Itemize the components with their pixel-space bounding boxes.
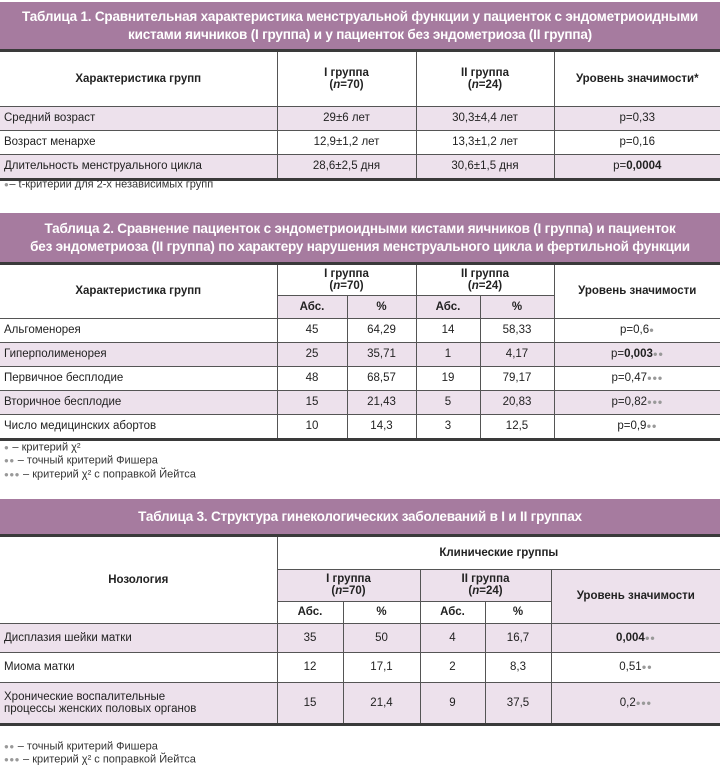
row-label: Число медицинских абортов [0, 414, 277, 439]
g2-abs: 5 [416, 390, 480, 414]
header-abs: Абс. [416, 295, 480, 318]
header-pct: % [343, 601, 420, 623]
g2-abs: 19 [416, 366, 480, 390]
header-pct: % [485, 601, 551, 623]
g2-pct: 8,3 [485, 652, 551, 682]
row-label: Миома матки [0, 652, 277, 682]
g2-abs: 9 [420, 682, 485, 724]
g1-pct: 35,71 [347, 342, 416, 366]
table3-header-clinical-groups: Клинические группы [277, 537, 720, 569]
table1 [0, 52, 720, 181]
g1-pct: 21,4 [343, 682, 420, 724]
group2-value: 13,3±1,2 лет [416, 130, 554, 154]
table3-header-nosology: Нозология [0, 537, 277, 623]
table2-header-significance: Уровень значимости [554, 265, 720, 318]
group1-value: 28,6±2,5 дня [277, 154, 416, 179]
table2-header-group1: I группа (n=70) [277, 265, 416, 295]
table-row [0, 366, 720, 390]
p-value: p=0,33 [554, 106, 720, 130]
g1-pct: 14,3 [347, 414, 416, 439]
table1-title-line2: кистами яичников (I группа) и у пациенток без эндометриоза (II группа) [128, 26, 592, 42]
p-value: p=0,82●●● [554, 390, 720, 414]
table2-title [0, 213, 720, 265]
g1-pct: 64,29 [347, 318, 416, 342]
p-value: p=0,9●● [554, 414, 720, 439]
g2-pct: 79,17 [480, 366, 554, 390]
table1-header-row [0, 52, 720, 106]
g2-pct: 20,83 [480, 390, 554, 414]
table1-header-group1: I группа (n=70) [277, 52, 416, 106]
p-value: 0,51●● [551, 652, 720, 682]
footnote: ●●● – критерий χ² с поправкой Йейтса [4, 468, 196, 481]
footnote: ●● – точный критерий Фишера [4, 454, 158, 467]
table2-header-characteristic: Характеристика групп [0, 265, 277, 318]
p-value: 0,2●●● [551, 682, 720, 724]
header-abs: Абс. [277, 295, 347, 318]
p-value: p=0,16 [554, 130, 720, 154]
header-pct: % [347, 295, 416, 318]
row-label: Длительность менструального цикла [0, 154, 277, 179]
table1-title-line1: Таблица 1. Сравнительная характеристика менструальной функции у пациенток с эндометриоидными [22, 8, 698, 24]
g2-pct: 4,17 [480, 342, 554, 366]
table-row [0, 342, 720, 366]
row-label: Вторичное бесплодие [0, 390, 277, 414]
table-row [0, 154, 720, 179]
table1-header-characteristic: Характеристика групп [0, 52, 277, 106]
g1-abs: 15 [277, 682, 343, 724]
table-row [0, 130, 720, 154]
table-row [0, 652, 720, 682]
table2-title-line2: без эндометриоза (II группа) по характеру нарушения менструального цикла и фертильной функции [30, 238, 690, 254]
table3-header-row [0, 537, 720, 569]
g2-abs: 14 [416, 318, 480, 342]
footnote: ●● – точный критерий Фишера [4, 740, 158, 753]
footnote: ●●● – критерий χ² с поправкой Йейтса [4, 753, 196, 766]
table-row [0, 390, 720, 414]
g1-abs: 10 [277, 414, 347, 439]
table1-header-group2: II группа (n=24) [416, 52, 554, 106]
group1-value: 12,9±1,2 лет [277, 130, 416, 154]
g2-abs: 2 [420, 652, 485, 682]
row-label: Первичное бесплодие [0, 366, 277, 390]
g2-pct: 12,5 [480, 414, 554, 439]
table2-header-group2: II группа (n=24) [416, 265, 554, 295]
table-row [0, 318, 720, 342]
g1-abs: 35 [277, 623, 343, 652]
g2-pct: 58,33 [480, 318, 554, 342]
row-label: Дисплазия шейки матки [0, 623, 277, 652]
g1-abs: 45 [277, 318, 347, 342]
table3-header-group2: II группа (n=24) [420, 569, 551, 601]
table-row [0, 106, 720, 130]
g2-abs: 1 [416, 342, 480, 366]
table2-footnotes [4, 441, 196, 481]
table2 [0, 265, 720, 441]
g2-abs: 3 [416, 414, 480, 439]
row-label: Хронические воспалительные процессы женских половых органов [0, 682, 277, 724]
p-value: p=0,6● [554, 318, 720, 342]
g1-pct: 21,43 [347, 390, 416, 414]
p-value: p=0,003●● [554, 342, 720, 366]
g1-pct: 50 [343, 623, 420, 652]
row-label: Гиперполименорея [0, 342, 277, 366]
row-label: Альгоменорея [0, 318, 277, 342]
group1-value: 29±6 лет [277, 106, 416, 130]
table-row [0, 414, 720, 439]
row-label: Средний возраст [0, 106, 277, 130]
p-value: 0,004●● [551, 623, 720, 652]
table2-title-line1: Таблица 2. Сравнение пациенток с эндометриоидными кистами яичников (I группа) и пациенток [44, 220, 676, 236]
table1-footnotes [4, 178, 213, 191]
table-row [0, 682, 720, 724]
g1-pct: 68,57 [347, 366, 416, 390]
p-value: p=0,47●●● [554, 366, 720, 390]
table3-footnotes [4, 740, 196, 767]
g1-abs: 25 [277, 342, 347, 366]
header-pct: % [480, 295, 554, 318]
table3-header-group1: I группа (n=70) [277, 569, 420, 601]
table3-title-text: Таблица 3. Структура гинекологических заболеваний в I и II группах [138, 508, 582, 524]
footnote: ● – критерий χ² [4, 441, 81, 454]
group2-value: 30,6±1,5 дня [416, 154, 554, 179]
g1-abs: 15 [277, 390, 347, 414]
table-row [0, 623, 720, 652]
table3-title [0, 499, 720, 537]
header-abs: Абс. [420, 601, 485, 623]
g1-pct: 17,1 [343, 652, 420, 682]
header-abs: Абс. [277, 601, 343, 623]
footnote: ●– t-критерий для 2-х независимых групп [4, 178, 214, 191]
g2-abs: 4 [420, 623, 485, 652]
table2-header-row [0, 265, 720, 295]
g2-pct: 16,7 [485, 623, 551, 652]
table1-title [0, 2, 720, 52]
g2-pct: 37,5 [485, 682, 551, 724]
g1-abs: 12 [277, 652, 343, 682]
table1-header-significance: Уровень значимости* [554, 52, 720, 106]
row-label: Возраст менархе [0, 130, 277, 154]
group2-value: 30,3±4,4 лет [416, 106, 554, 130]
p-value: p=0,0004 [554, 154, 720, 179]
g1-abs: 48 [277, 366, 347, 390]
table3-header-significance: Уровень значимости [551, 569, 720, 623]
table3 [0, 537, 720, 726]
